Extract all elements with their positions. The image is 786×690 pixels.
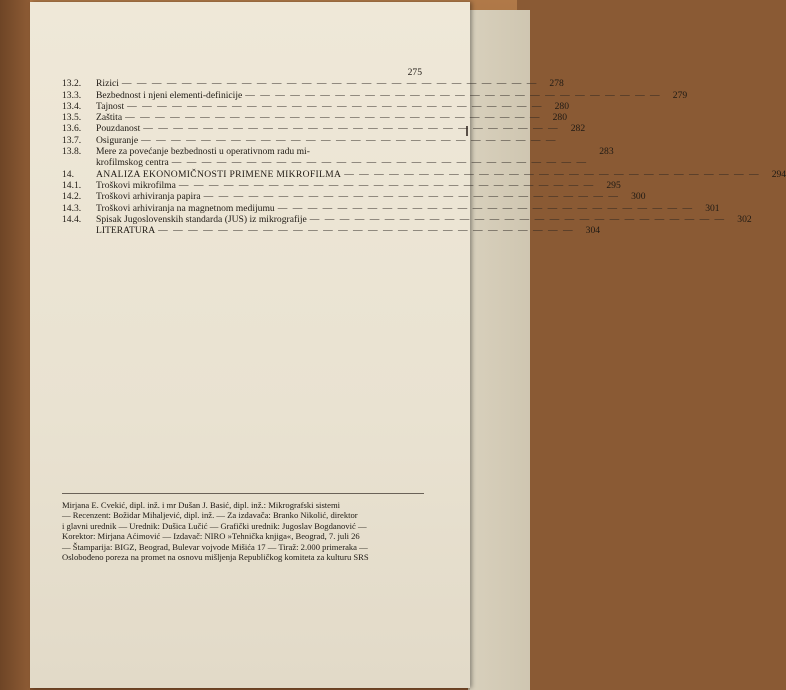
toc-leader: — — — — — — — — — — — — — — — — — — — — — — — — — — — — — [203, 191, 620, 203]
toc-entry-title: Zaštita — [96, 112, 123, 124]
toc-entry-title: Bezbednost i njeni elementi-definicije — [96, 89, 243, 101]
toc-leader: — — — — — — — — — — — — — — — — — — — — — — — — — — — — — [121, 78, 538, 90]
colophon — [62, 500, 424, 562]
toc-leader: — — — — — — — — — — — — — — — — — — — — — — — — — — — — — [127, 100, 543, 112]
toc-entry — [62, 202, 720, 214]
toc-entry — [62, 100, 569, 112]
toc-entry-number: 14.4. — [62, 213, 82, 225]
toc-entry-title: Troškovi arhiviranja papira — [96, 191, 201, 203]
toc-leader: — — — — — — — — — — — — — — — — — — — — — — — — — — — — — [178, 179, 595, 191]
toc-entry-title: LITERATURA — [96, 225, 156, 237]
toc-leader: — — — — — — — — — — — — — — — — — — — — — — — — — — — — — [158, 225, 575, 237]
toc-entry — [62, 225, 601, 237]
table-of-contents — [62, 67, 786, 237]
toc-entry-title: Tajnost — [96, 100, 125, 112]
toc-leader: — — — — — — — — — — — — — — — — — — — — — — — — — — — — — [245, 89, 662, 101]
colophon-line: i glavni urednik — Urednik: Dušica Lučić — Grafički urednik: Jugoslav Bogdanović — — [62, 520, 367, 531]
toc-leader: — — — — — — — — — — — — — — — — — — — — — — — — — — — — — [277, 202, 694, 214]
toc-entry — [62, 134, 557, 146]
toc-entry-number: 14.2. — [62, 191, 82, 203]
toc-entry — [62, 191, 646, 203]
toc-entry-title-continued: krofilmskog centra — [96, 157, 169, 169]
toc-entry — [62, 168, 786, 180]
toc-entry-title: ANALIZA EKONOMIČNOSTI PRIMENE MIKROFILMA — [96, 168, 342, 180]
toc-leader: — — — — — — — — — — — — — — — — — — — — — — — — — — — — — [309, 213, 726, 225]
toc-entry-page: 280 — [552, 112, 567, 124]
toc-entry-page: 278 — [549, 78, 564, 90]
toc-entry — [62, 179, 621, 191]
toc-entry-page: 301 — [705, 202, 720, 214]
toc-leader: — — — — — — — — — — — — — — — — — — — — — — — — — — — — — [141, 134, 557, 146]
toc-entries — [62, 78, 786, 237]
toc-entry-title: Osiguranje — [96, 134, 139, 146]
toc-entry-number: 13.7. — [62, 134, 82, 146]
toc-entry-title: Mere za povećanje bezbednosti u operativnom radu mi- — [96, 146, 310, 158]
toc-entry-page: 295 — [606, 179, 621, 191]
toc-entry-title: Rizici — [96, 78, 119, 90]
toc-leader: — — — — — — — — — — — — — — — — — — — — — — — — — — — — — [344, 168, 761, 180]
toc-top-page-row — [62, 67, 422, 78]
toc-entry-page: 280 — [554, 100, 569, 112]
toc-entry — [62, 146, 614, 169]
toc-entry-number: 13.3. — [62, 89, 82, 101]
toc-entry-number: 14.1. — [62, 179, 82, 191]
toc-entry — [62, 112, 567, 124]
toc-entry-title: Troškovi mikrofilma — [96, 179, 176, 191]
toc-entry-number: 13.6. — [62, 123, 82, 135]
toc-leader: — — — — — — — — — — — — — — — — — — — — — — — — — — — — — [143, 123, 560, 135]
colophon-line: — Štamparija: BIGZ, Beograd, Bulevar vojvode Mišića 17 — Tiraž: 2.000 primeraka — — [62, 541, 368, 552]
toc-entry-number: 13.4. — [62, 100, 82, 112]
toc-entry-page: 283 — [599, 146, 614, 158]
colophon-line: Korektor: Mirjana Aćimović — Izdavač: NIRO »Tehnička knjiga«, Beograd, 7. juli 26 — [62, 531, 360, 542]
toc-entry-number: 14. — [62, 168, 74, 180]
toc-entry-title: Spisak Jugoslovenskih standarda (JUS) iz mikrografije — [96, 213, 307, 225]
table-edge — [0, 0, 30, 690]
toc-entry-page: 302 — [737, 213, 752, 225]
toc-leader: — — — — — — — — — — — — — — — — — — — — — — — — — — — — — [171, 157, 588, 169]
colophon-line: Oslobođeno poreza na promet na osnovu mišljenja Republičkog komiteta za kulturu SRS — [62, 552, 369, 563]
colophon-divider — [62, 493, 424, 494]
toc-entry-number: 14.3. — [62, 202, 82, 214]
toc-entry-title: Troškovi arhiviranja na magnetnom medijumu — [96, 202, 275, 214]
toc-entry — [62, 89, 688, 101]
toc-entry — [62, 213, 752, 225]
toc-entry-number: 13.8. — [62, 146, 82, 158]
toc-entry — [62, 78, 564, 90]
toc-entry-title: Pouzdanost — [96, 123, 141, 135]
toc-leader: — — — — — — — — — — — — — — — — — — — — — — — — — — — — — [125, 112, 541, 124]
colophon-line: Mirjana E. Cvekić, dipl. inž. i mr Dušan J. Basić, dipl. inž.: Mikrografski sistemi — [62, 500, 341, 510]
colophon-line: — Recenzent: Božidar Mihaljević, dipl. inž. — Za izdavača: Branko Nikolić, direktor — [62, 510, 358, 521]
toc-entry-number: 13.2. — [62, 78, 82, 90]
toc-entry-page: 294 — [771, 168, 786, 180]
toc-entry-page: 304 — [585, 225, 601, 237]
toc-entry-number: 13.5. — [62, 112, 82, 124]
toc-entry-page: 279 — [672, 89, 688, 101]
toc-entry-page: 300 — [631, 191, 646, 203]
toc-entry — [62, 123, 586, 135]
toc-page-number: 275 — [407, 67, 422, 78]
toc-entry-page: 282 — [570, 123, 586, 135]
